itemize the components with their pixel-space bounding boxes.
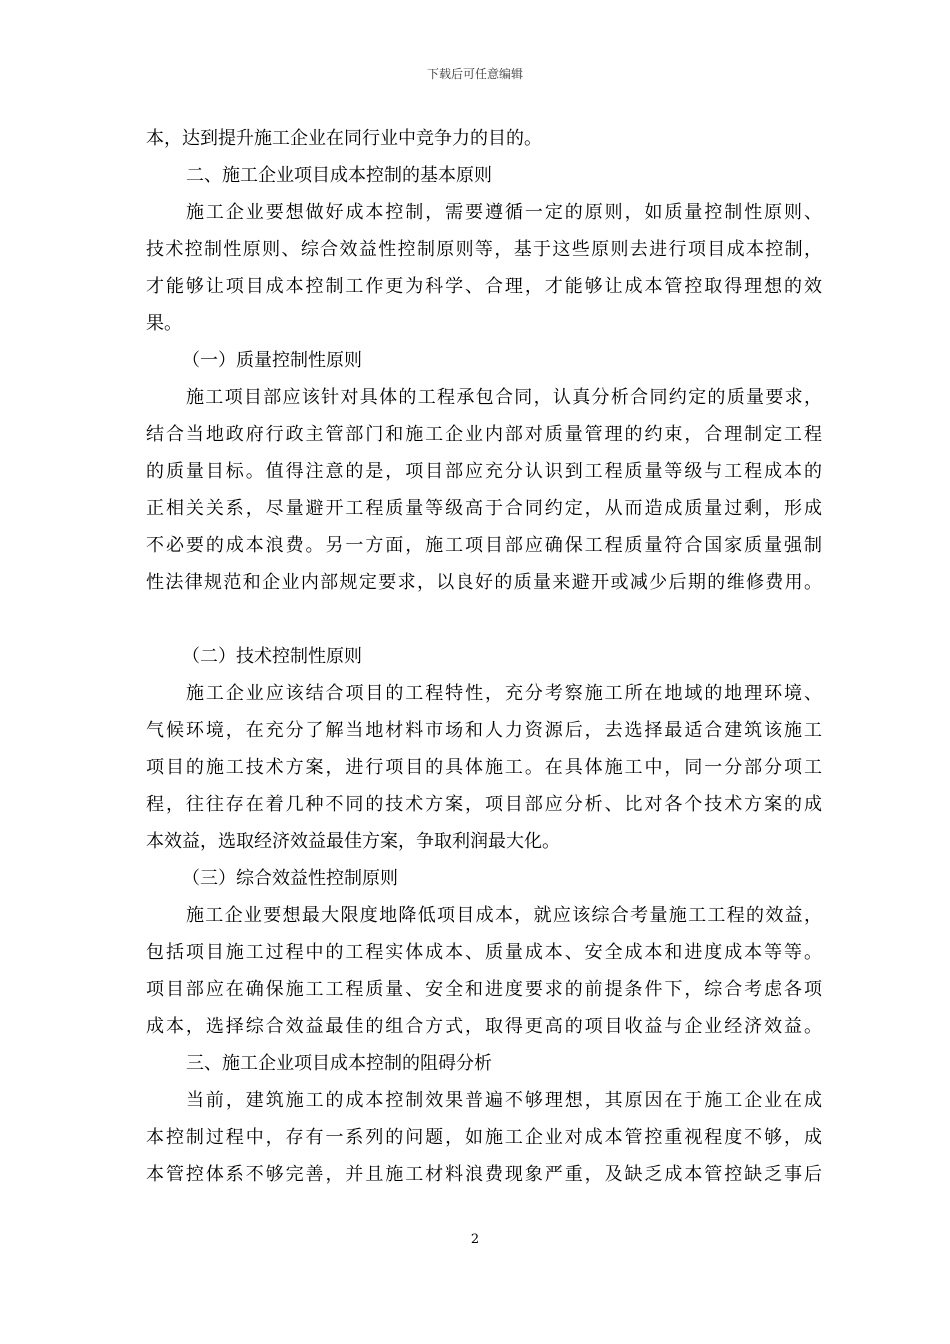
paragraph-line: 技术控制性原则、综合效益性控制原则等，基于这些原则去进行项目成本控制， [146,239,822,260]
paragraph-line: 施工项目部应该针对具体的工程承包合同，认真分析合同约定的质量要求， [186,387,822,408]
section-heading: 三、施工企业项目成本控制的阻碍分析 [186,1053,492,1074]
subsection-heading: （一）质量控制性原则 [182,350,362,371]
paragraph-line: 项目的施工技术方案，进行项目的具体施工。在具体施工中，同一分部分项工 [146,757,822,778]
paragraph-line: 包括项目施工过程中的工程实体成本、质量成本、安全成本和进度成本等等。 [146,942,822,963]
paragraph-line: 气候环境，在充分了解当地材料市场和人力资源后，去选择最适合建筑该施工 [146,720,822,741]
paragraph-line: 本管控体系不够完善，并且施工材料浪费现象严重，及缺乏成本管控缺乏事后 [146,1164,822,1185]
paragraph-line: 不必要的成本浪费。另一方面，施工项目部应确保工程质量符合国家质量强制 [146,535,822,556]
blank-line [146,601,822,638]
paragraph-line: 的质量目标。值得注意的是，项目部应充分认识到工程质量等级与工程成本的 [146,461,822,482]
document-body [146,120,822,1193]
paragraph-line: 施工企业要想做好成本控制，需要遵循一定的原则，如质量控制性原则、 [186,202,822,223]
section-heading: 二、施工企业项目成本控制的基本原则 [186,165,492,186]
paragraph-line: 施工企业要想最大限度地降低项目成本，就应该综合考量施工工程的效益， [186,905,822,926]
paragraph-line: 结合当地政府行政主管部门和施工企业内部对质量管理的约束，合理制定工程 [146,424,822,445]
paragraph-line: 施工企业应该结合项目的工程特性，充分考察施工所在地域的地理环境、 [186,683,822,704]
paragraph-line: 本效益，选取经济效益最佳方案，争取利润最大化。 [146,831,560,852]
page-number: 2 [470,1232,480,1247]
paragraph-line: 本，达到提升施工企业在同行业中竞争力的目的。 [146,128,542,149]
paragraph-line: 当前，建筑施工的成本控制效果普遍不够理想，其原因在于施工企业在成 [186,1090,822,1111]
paragraph-line: 性法律规范和企业内部规定要求，以良好的质量来避开或减少后期的维修费用。 [146,572,822,593]
paragraph-line: 果。 [146,313,182,334]
paragraph-line: 本控制过程中，存有一系列的问题，如施工企业对成本管控重视程度不够，成 [146,1127,822,1148]
subsection-heading: （二）技术控制性原则 [182,646,362,667]
paragraph-line: 成本，选择综合效益最佳的组合方式，取得更高的项目收益与企业经济效益。 [146,1016,822,1037]
paragraph-line: 才能够让项目成本控制工作更为科学、合理，才能够让成本管控取得理想的效 [146,276,822,297]
page-header: 下载后可任意编辑 [426,67,523,81]
paragraph-line: 项目部应在确保施工工程质量、安全和进度要求的前提条件下，综合考虑各项 [146,979,822,1000]
subsection-heading: （三）综合效益性控制原则 [182,868,398,889]
paragraph-line: 正相关关系，尽量避开工程质量等级高于合同约定，从而造成质量过剩，形成 [146,498,822,519]
paragraph-line: 程，往往存在着几种不同的技术方案，项目部应分析、比对各个技术方案的成 [146,794,822,815]
